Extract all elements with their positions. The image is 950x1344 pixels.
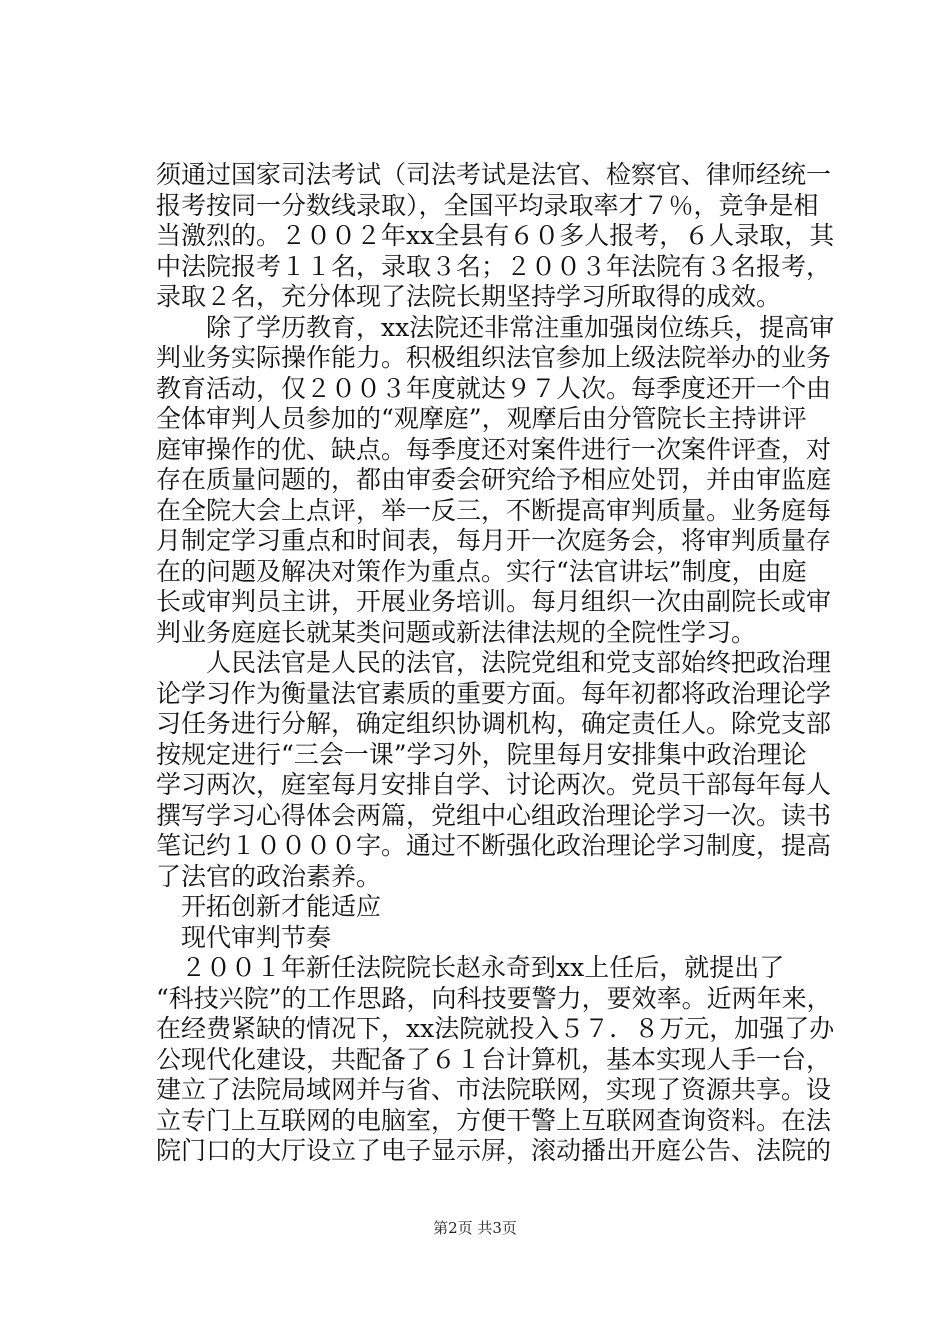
page-number-footer: 第2页 共3页 <box>433 1219 517 1237</box>
text-line: 教育活动，仅２００３年度就达９７人次。每季度还开一个由 <box>156 373 832 403</box>
text-line: 报考按同一分数线录取），全国平均录取率才７％，竞争是相 <box>156 190 819 220</box>
section-heading: 开拓创新才能适应 <box>156 892 382 921</box>
text-line: 建立了法院局域网并与省、市法院联网，实现了资源共享。设 <box>156 1075 832 1104</box>
text-line: 判业务实际操作能力。积极组织法官参加上级法院举办的业务 <box>156 343 832 372</box>
text-line: 在的问题及解决对策作为重点。实行“法官讲坛”制度，由庭 <box>156 556 807 586</box>
section-heading: 现代审判节奏 <box>156 922 332 952</box>
text-line: 录取２名，充分体现了法院长期坚持学习所取得的成效。 <box>156 282 782 311</box>
text-line: 立专门上互联网的电脑室，方便干警上互联网查询资料。在法 <box>156 1105 832 1135</box>
text-line: 在经费紧缺的情况下，xx法院就投入５７．８万元，加强了办 <box>156 1014 835 1043</box>
text-line: 笔记约１００００字。通过不断强化政治理论学习制度，提高 <box>156 831 832 860</box>
text-line: 人民法官是人民的法官，法院党组和党支部始终把政治理 <box>156 648 832 677</box>
text-line: 在全院大会上点评，举一反三，不断提高审判质量。业务庭每 <box>156 495 832 525</box>
text-line: 了法官的政治素养。 <box>156 861 382 891</box>
text-line: 庭审操作的优、缺点。每季度还对案件进行一次案件评查，对 <box>156 434 832 464</box>
text-line: 除了学历教育，xx法院还非常注重加强岗位练兵，提高审 <box>156 312 835 342</box>
text-line: 公现代化建设，共配备了６１台计算机，基本实现人手一台， <box>156 1044 832 1074</box>
text-line: 须通过国家司法考试（司法考试是法官、检察官、律师经统一 <box>156 160 832 189</box>
text-line: 全体审判人员参加的“观摩庭”，观摩后由分管院长主持讲评 <box>156 404 807 433</box>
text-line: 长或审判员主讲，开展业务培训。每月组织一次由副院长或审 <box>156 587 832 616</box>
text-line: 存在质量问题的，都由审委会研究给予相应处罚，并由审监庭 <box>156 465 832 494</box>
text-line: “科技兴院”的工作思路，向科技要警力，要效率。近两年来， <box>156 983 832 1013</box>
text-line: 按规定进行“三会一课”学习外，院里每月安排集中政治理论 <box>156 739 807 769</box>
text-line: 习任务进行分解，确定组织协调机构，确定责任人。除党支部 <box>156 709 832 738</box>
text-line: ２００１年新任法院院长赵永奇到xx上任后，就提出了 <box>156 953 785 982</box>
text-line: 学习两次，庭室每月安排自学、讨论两次。党员干部每年每人 <box>156 770 832 799</box>
text-line: 月制定学习重点和时间表，每月开一次庭务会，将审判质量存 <box>156 526 832 555</box>
text-line: 论学习作为衡量法官素质的重要方面。每年初都将政治理论学 <box>156 678 832 708</box>
text-line: 判业务庭庭长就某类问题或新法律法规的全院性学习。 <box>156 617 757 647</box>
text-line: 院门口的大厅设立了电子显示屏，滚动播出开庭公告、法院的 <box>156 1136 832 1165</box>
text-line: 当激烈的。２００２年xx全县有６０多人报考，６人录取，其 <box>156 221 835 250</box>
text-line: 中法院报考１１名，录取３名；２００３年法院有３名报考， <box>156 251 832 281</box>
text-line: 撰写学习心得体会两篇，党组中心组政治理论学习一次。读书 <box>156 800 832 830</box>
